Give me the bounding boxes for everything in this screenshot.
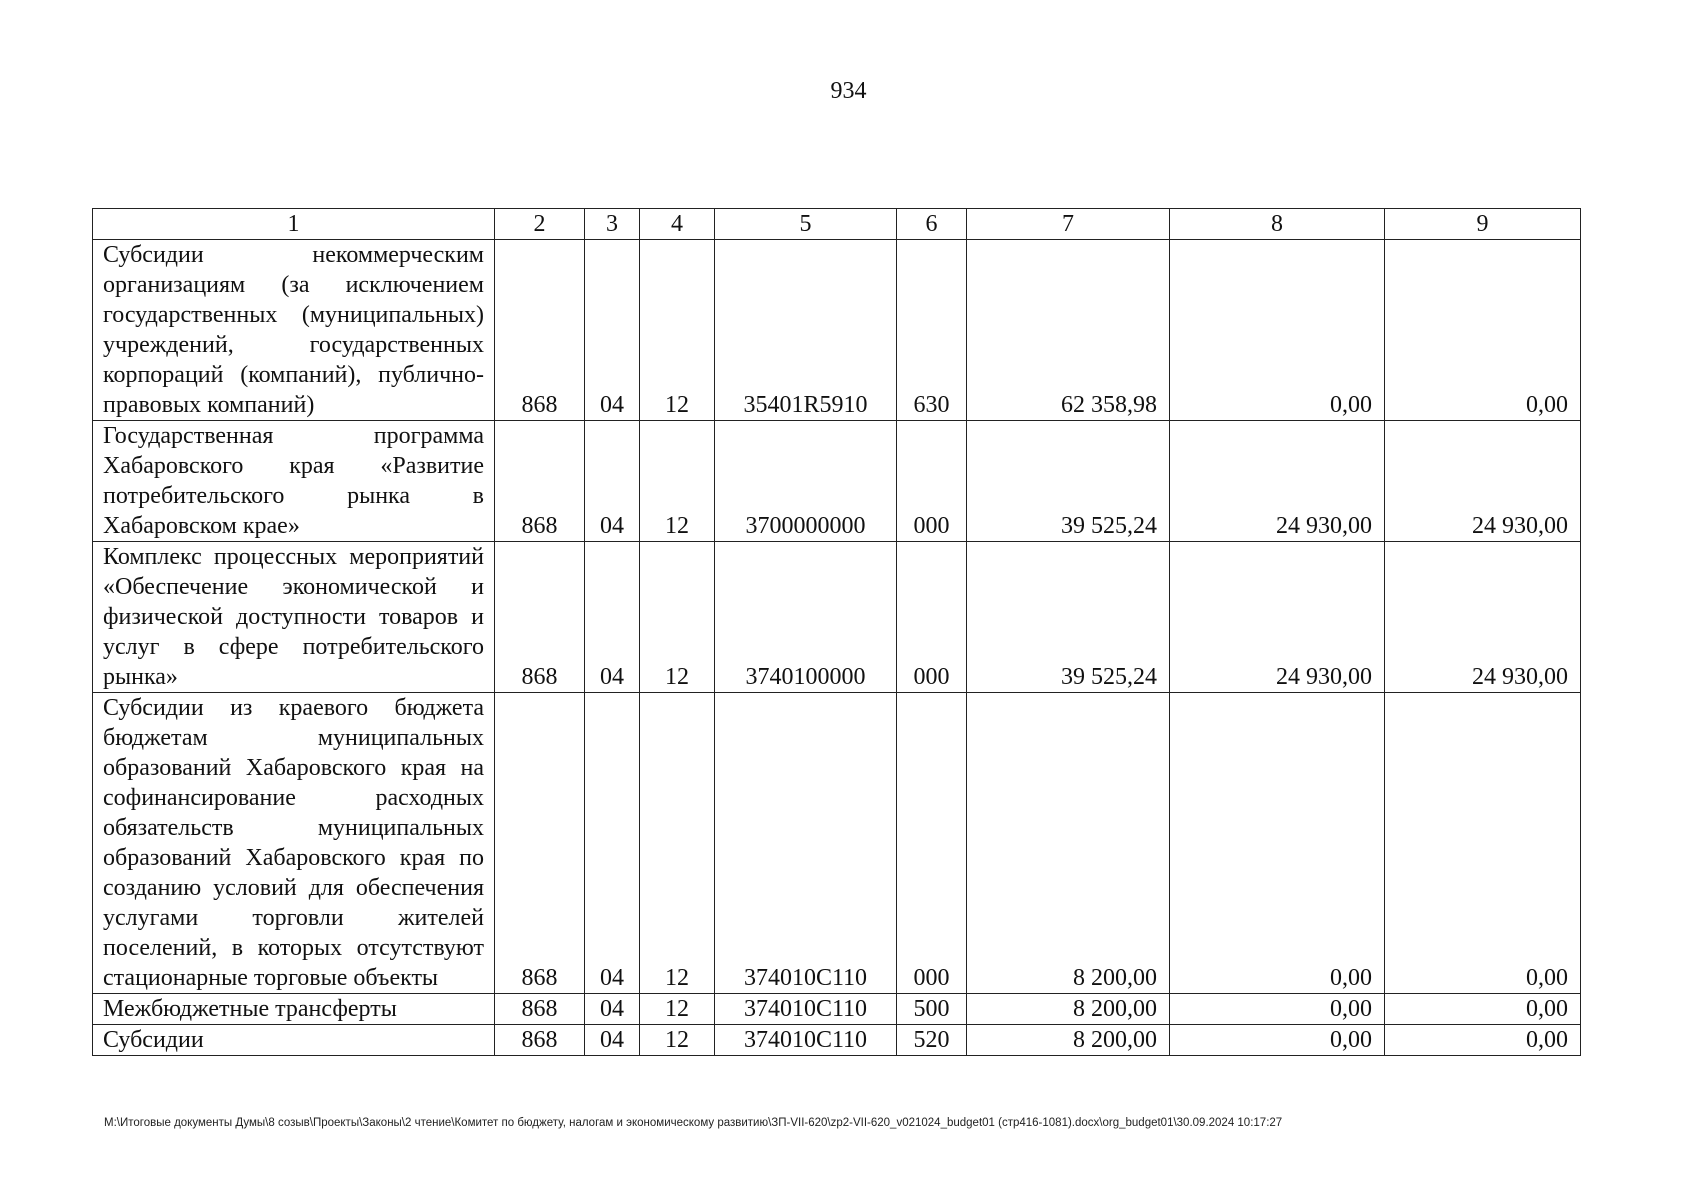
column-8-cell: 0,00 (1170, 994, 1385, 1025)
column-5-cell: 374010С110 (715, 994, 897, 1025)
row-name-cell: Межбюджетные трансферты (93, 994, 495, 1025)
column-3-cell: 04 (585, 693, 640, 994)
column-5-cell: 374010С110 (715, 1025, 897, 1056)
row-name-cell: Комплекс процессных мероприятий «Обеспечение экономической и физической доступности товаров и услуг в сфере потребительского рынка» (93, 542, 495, 693)
column-6-cell: 520 (897, 1025, 967, 1056)
table-row (93, 421, 1581, 542)
header-cell: 5 (715, 209, 897, 240)
row-name-cell: Субсидии некоммерческим организациям (за исключением государственных (муниципальных) учреждений, государственных корпораций (компаний), публично-правовых компаний) (93, 240, 495, 421)
row-name-cell: Субсидии из краевого бюджета бюджетам муниципальных образований Хабаровского края на софинансирование расходных обязательств муниципальных образований Хабаровского края по созданию условий для обеспечения услугами торговли жителей поселений, в которых отсутствуют стационарные торговые объекты (93, 693, 495, 994)
column-8-cell: 24 930,00 (1170, 542, 1385, 693)
column-8-cell: 0,00 (1170, 693, 1385, 994)
column-3-cell: 04 (585, 542, 640, 693)
column-5-cell: 3700000000 (715, 421, 897, 542)
column-9-cell: 0,00 (1385, 1025, 1581, 1056)
column-3-cell: 04 (585, 1025, 640, 1056)
column-3-cell: 04 (585, 421, 640, 542)
row-name-cell: Субсидии (93, 1025, 495, 1056)
column-2-cell: 868 (495, 994, 585, 1025)
table-header-row (93, 209, 1581, 240)
header-cell: 4 (640, 209, 715, 240)
column-7-cell: 8 200,00 (967, 994, 1170, 1025)
column-5-cell: 35401R5910 (715, 240, 897, 421)
column-6-cell: 000 (897, 542, 967, 693)
column-2-cell: 868 (495, 240, 585, 421)
column-6-cell: 000 (897, 693, 967, 994)
column-6-cell: 500 (897, 994, 967, 1025)
column-9-cell: 0,00 (1385, 693, 1581, 994)
column-4-cell: 12 (640, 542, 715, 693)
column-4-cell: 12 (640, 693, 715, 994)
header-cell: 6 (897, 209, 967, 240)
column-3-cell: 04 (585, 240, 640, 421)
column-7-cell: 8 200,00 (967, 1025, 1170, 1056)
column-6-cell: 000 (897, 421, 967, 542)
column-2-cell: 868 (495, 542, 585, 693)
column-2-cell: 868 (495, 693, 585, 994)
column-4-cell: 12 (640, 421, 715, 542)
column-5-cell: 3740100000 (715, 542, 897, 693)
column-7-cell: 39 525,24 (967, 542, 1170, 693)
column-8-cell: 0,00 (1170, 240, 1385, 421)
column-7-cell: 8 200,00 (967, 693, 1170, 994)
header-cell: 7 (967, 209, 1170, 240)
column-2-cell: 868 (495, 421, 585, 542)
table-row (93, 1025, 1581, 1056)
table-row (93, 693, 1581, 994)
column-7-cell: 39 525,24 (967, 421, 1170, 542)
page-number: 934 (830, 78, 867, 104)
column-8-cell: 0,00 (1170, 1025, 1385, 1056)
column-4-cell: 12 (640, 994, 715, 1025)
column-2-cell: 868 (495, 1025, 585, 1056)
header-cell: 9 (1385, 209, 1581, 240)
column-3-cell: 04 (585, 994, 640, 1025)
header-cell: 8 (1170, 209, 1385, 240)
column-4-cell: 12 (640, 1025, 715, 1056)
column-9-cell: 24 930,00 (1385, 542, 1581, 693)
table-row (93, 994, 1581, 1025)
column-9-cell: 24 930,00 (1385, 421, 1581, 542)
table-row (93, 240, 1581, 421)
column-5-cell: 374010С110 (715, 693, 897, 994)
table-row (93, 542, 1581, 693)
row-name-cell: Государственная программа Хабаровского края «Развитие потребительского рынка в Хабаровском крае» (93, 421, 495, 542)
column-8-cell: 24 930,00 (1170, 421, 1385, 542)
document-path-footer: М:\Итоговые документы Думы\8 созыв\Проекты\Законы\2 чтение\Комитет по бюджету, налогам и экономическому развитию\ЗП-VII-620\zp2-VII-620_v021024_budget01 (стр416-1081).docx\org_budget01\30.09.2024 10:17:27 (104, 1117, 1283, 1129)
column-6-cell: 630 (897, 240, 967, 421)
header-cell: 3 (585, 209, 640, 240)
header-cell: 1 (93, 209, 495, 240)
column-9-cell: 0,00 (1385, 994, 1581, 1025)
column-7-cell: 62 358,98 (967, 240, 1170, 421)
column-4-cell: 12 (640, 240, 715, 421)
column-9-cell: 0,00 (1385, 240, 1581, 421)
header-cell: 2 (495, 209, 585, 240)
budget-table (92, 208, 1581, 1056)
